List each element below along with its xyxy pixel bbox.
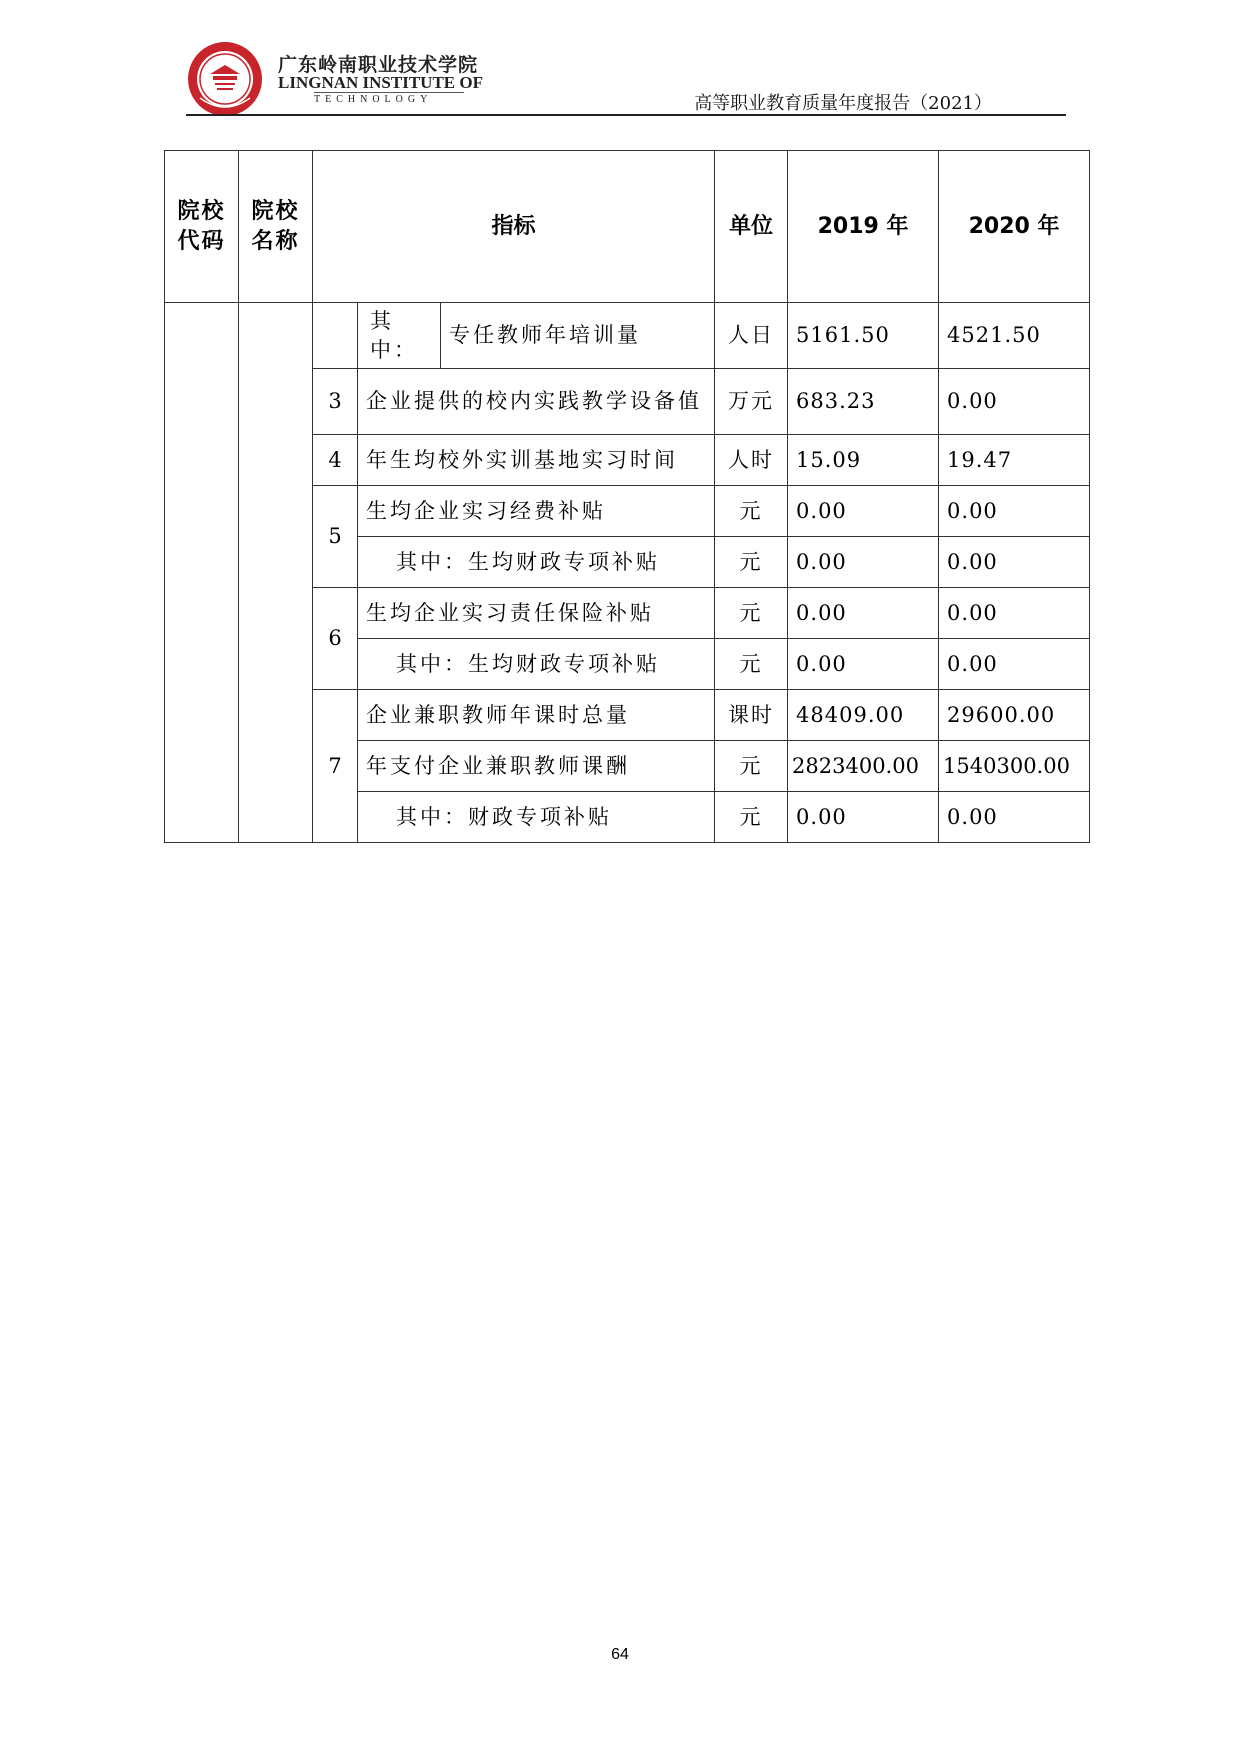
value-2020: 0.00 (939, 537, 1090, 588)
header-indicator: 指标 (313, 151, 715, 303)
value-2019: 2823400.00 (788, 741, 939, 792)
report-title: 高等职业教育质量年度报告（2021） (694, 93, 992, 114)
value-2019: 0.00 (788, 639, 939, 690)
school-name-en: LINGNAN INSTITUTE OF (278, 73, 483, 92)
row-number: 5 (313, 486, 358, 588)
value-2019: 683.23 (788, 369, 939, 435)
indicator-cell: 专任教师年培训量 (441, 303, 715, 369)
value-2019: 0.00 (788, 792, 939, 843)
indicator-cell: 其中：财政专项补贴 (358, 792, 715, 843)
unit-cell: 元 (715, 537, 788, 588)
indicator-cell: 其中：生均财政专项补贴 (358, 639, 715, 690)
unit-cell: 元 (715, 792, 788, 843)
lingnan-seal-icon (186, 40, 264, 118)
value-2020: 0.00 (939, 588, 1090, 639)
row-number: 4 (313, 435, 358, 486)
unit-cell: 人时 (715, 435, 788, 486)
indicator-cell: 生均企业实习责任保险补贴 (358, 588, 715, 639)
unit-cell: 万元 (715, 369, 788, 435)
row-number: 7 (313, 690, 358, 843)
value-2020: 29600.00 (939, 690, 1090, 741)
unit-cell: 元 (715, 486, 788, 537)
value-2019: 0.00 (788, 588, 939, 639)
school-code-cell (165, 303, 239, 843)
row-number (313, 303, 358, 369)
value-2019: 0.00 (788, 486, 939, 537)
page-header (186, 40, 1066, 118)
value-2020: 0.00 (939, 639, 1090, 690)
unit-cell: 元 (715, 639, 788, 690)
value-2020: 1540300.00 (939, 741, 1090, 792)
indicator-cell: 年生均校外实训基地实习时间 (358, 435, 715, 486)
indicator-table (164, 150, 1090, 843)
unit-cell: 人日 (715, 303, 788, 369)
row-number: 6 (313, 588, 358, 690)
table-row (165, 303, 1090, 369)
school-name-cn: 广东岭南职业技术学院 (278, 54, 479, 76)
value-2019: 15.09 (788, 435, 939, 486)
indicator-cell: 年支付企业兼职教师课酬 (358, 741, 715, 792)
indicator-cell: 其中：生均财政专项补贴 (358, 537, 715, 588)
header-2020: 2020 年 (939, 151, 1090, 303)
value-2019: 0.00 (788, 537, 939, 588)
value-2020: 0.00 (939, 369, 1090, 435)
value-2020: 0.00 (939, 486, 1090, 537)
school-name-en-line2: TECHNOLOGY (314, 92, 464, 105)
value-2020: 19.47 (939, 435, 1090, 486)
unit-cell: 元 (715, 741, 788, 792)
header-divider (186, 114, 1066, 116)
school-name-cell (239, 303, 313, 843)
qizhong-label: 其中： (358, 303, 441, 369)
table-header-row (165, 151, 1090, 303)
header-school-name: 院校名称 (239, 151, 313, 303)
unit-cell: 元 (715, 588, 788, 639)
indicator-cell: 生均企业实习经费补贴 (358, 486, 715, 537)
row-number: 3 (313, 369, 358, 435)
header-unit: 单位 (715, 151, 788, 303)
indicator-cell: 企业提供的校内实践教学设备值 (358, 369, 715, 435)
page-number: 64 (611, 1646, 629, 1663)
value-2019: 48409.00 (788, 690, 939, 741)
header-2019: 2019 年 (788, 151, 939, 303)
value-2020: 4521.50 (939, 303, 1090, 369)
indicator-cell: 企业兼职教师年课时总量 (358, 690, 715, 741)
unit-cell: 课时 (715, 690, 788, 741)
value-2019: 5161.50 (788, 303, 939, 369)
value-2020: 0.00 (939, 792, 1090, 843)
header-school-code: 院校代码 (165, 151, 239, 303)
